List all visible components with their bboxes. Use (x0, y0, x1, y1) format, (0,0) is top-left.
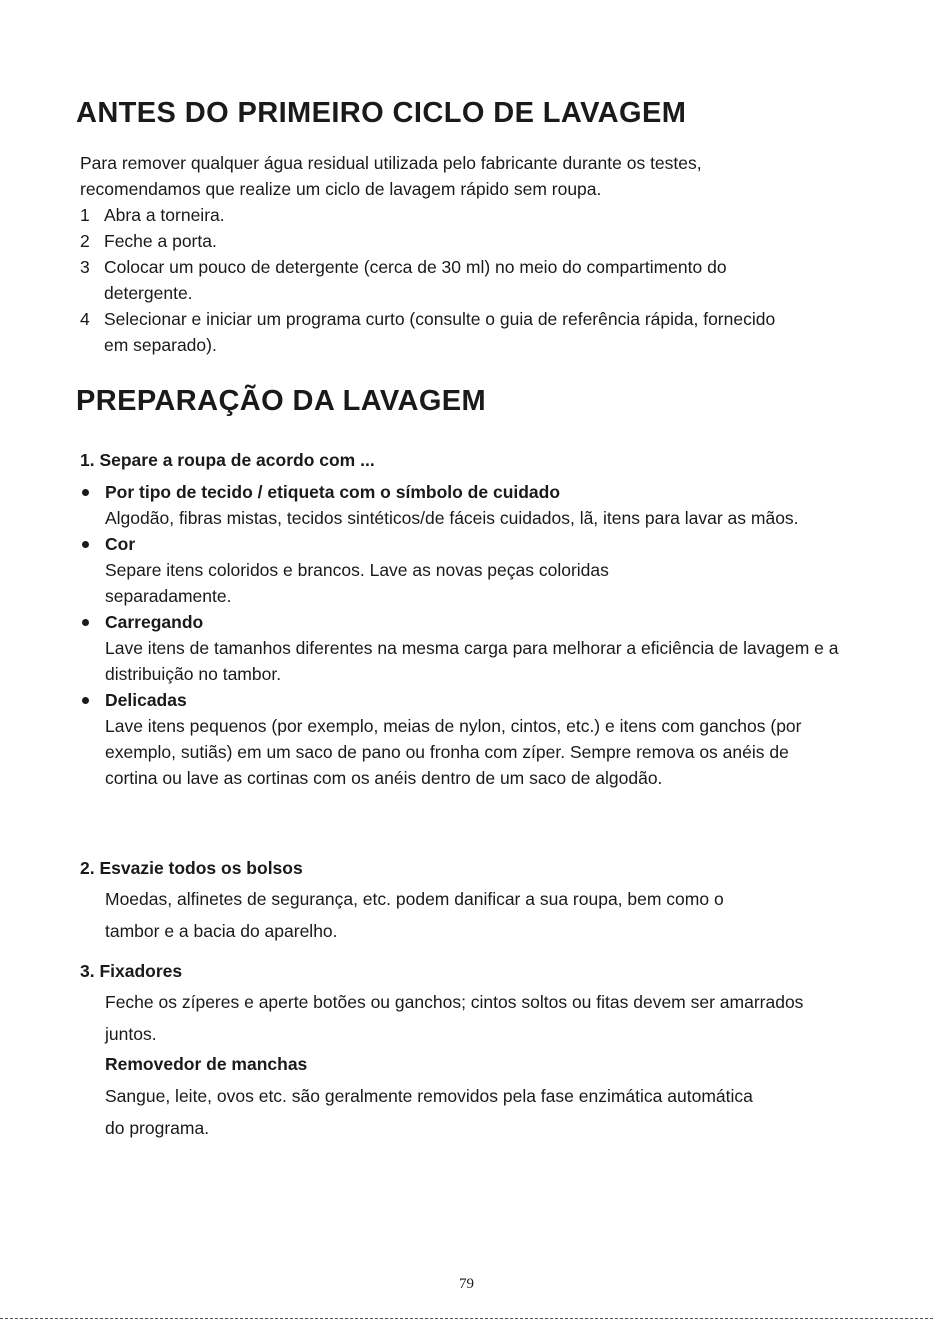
empty-pockets-title: 2. Esvazie todos os bolsos (80, 858, 303, 878)
bullet-icon (82, 541, 89, 548)
first-wash-intro: Para remover qualquer água residual utilizada pelo fabricante durante os testes, recomendamos que realize um ciclo de lavagem rápido sem roupa. (80, 153, 702, 199)
sort-laundry-section (80, 447, 840, 791)
list-item: Carregando Lave itens de tamanhos diferentes na mesma carga para melhorar a eficiência de lavagem e a distribuição no tambor. (80, 609, 840, 687)
step-item: 3 Colocar um pouco de detergente (cerca de 30 ml) no meio do compartimento do detergente. (80, 257, 727, 303)
bullet-icon (82, 697, 89, 704)
page-bottom-divider (0, 1318, 933, 1319)
empty-pockets-text: Moedas, alfinetes de segurança, etc. podem danificar a sua roupa, bem como o tambor e a bacia do aparelho. (105, 889, 724, 941)
page-number: 79 (459, 1276, 474, 1292)
bullet-icon (82, 619, 89, 626)
bullet-icon (82, 489, 89, 496)
fasteners-title: 3. Fixadores (80, 961, 183, 981)
list-item: Cor Separe itens coloridos e brancos. Lave as novas peças coloridas separadamente. (80, 531, 840, 609)
list-item: Por tipo de tecido / etiqueta com o símbolo de cuidado Algodão, fibras mistas, tecidos sintéticos/de fáceis cuidados, lã, itens para lavar as mãos. (80, 479, 840, 531)
first-wash-steps (80, 202, 800, 358)
fasteners-section (80, 958, 840, 1144)
step-item: 2 Feche a porta. (80, 231, 217, 251)
stain-remover-title: Removedor de manchas (105, 1054, 308, 1074)
section-heading-first-wash: ANTES DO PRIMEIRO CICLO DE LAVAGEM (76, 97, 687, 129)
stain-remover-text: Sangue, leite, ovos etc. são geralmente removidos pela fase enzimática automática do programa. (105, 1086, 753, 1138)
list-item: Delicadas Lave itens pequenos (por exemplo, meias de nylon, cintos, etc.) e itens com ganchos (por exemplo, sutiãs) em um saco de pano ou fronha com zíper. Sempre remova os anéis de cortina ou lave as cortinas com os anéis dentro de um saco de algodão. (80, 687, 840, 791)
step-item: 1 Abra a torneira. (80, 205, 225, 225)
fasteners-text: Feche os zíperes e aperte botões ou ganchos; cintos soltos ou fitas devem ser amarrados juntos. (105, 992, 804, 1044)
empty-pockets-section (80, 855, 840, 947)
first-wash-section (80, 150, 800, 358)
section-heading-wash-preparation: PREPARAÇÃO DA LAVAGEM (76, 385, 487, 417)
sort-criteria-list (80, 479, 840, 791)
sort-laundry-title: 1. Separe a roupa de acordo com ... (80, 450, 375, 470)
step-item: 4 Selecionar e iniciar um programa curto (consulte o guia de referência rápida, fornecido em separado). (80, 309, 776, 355)
